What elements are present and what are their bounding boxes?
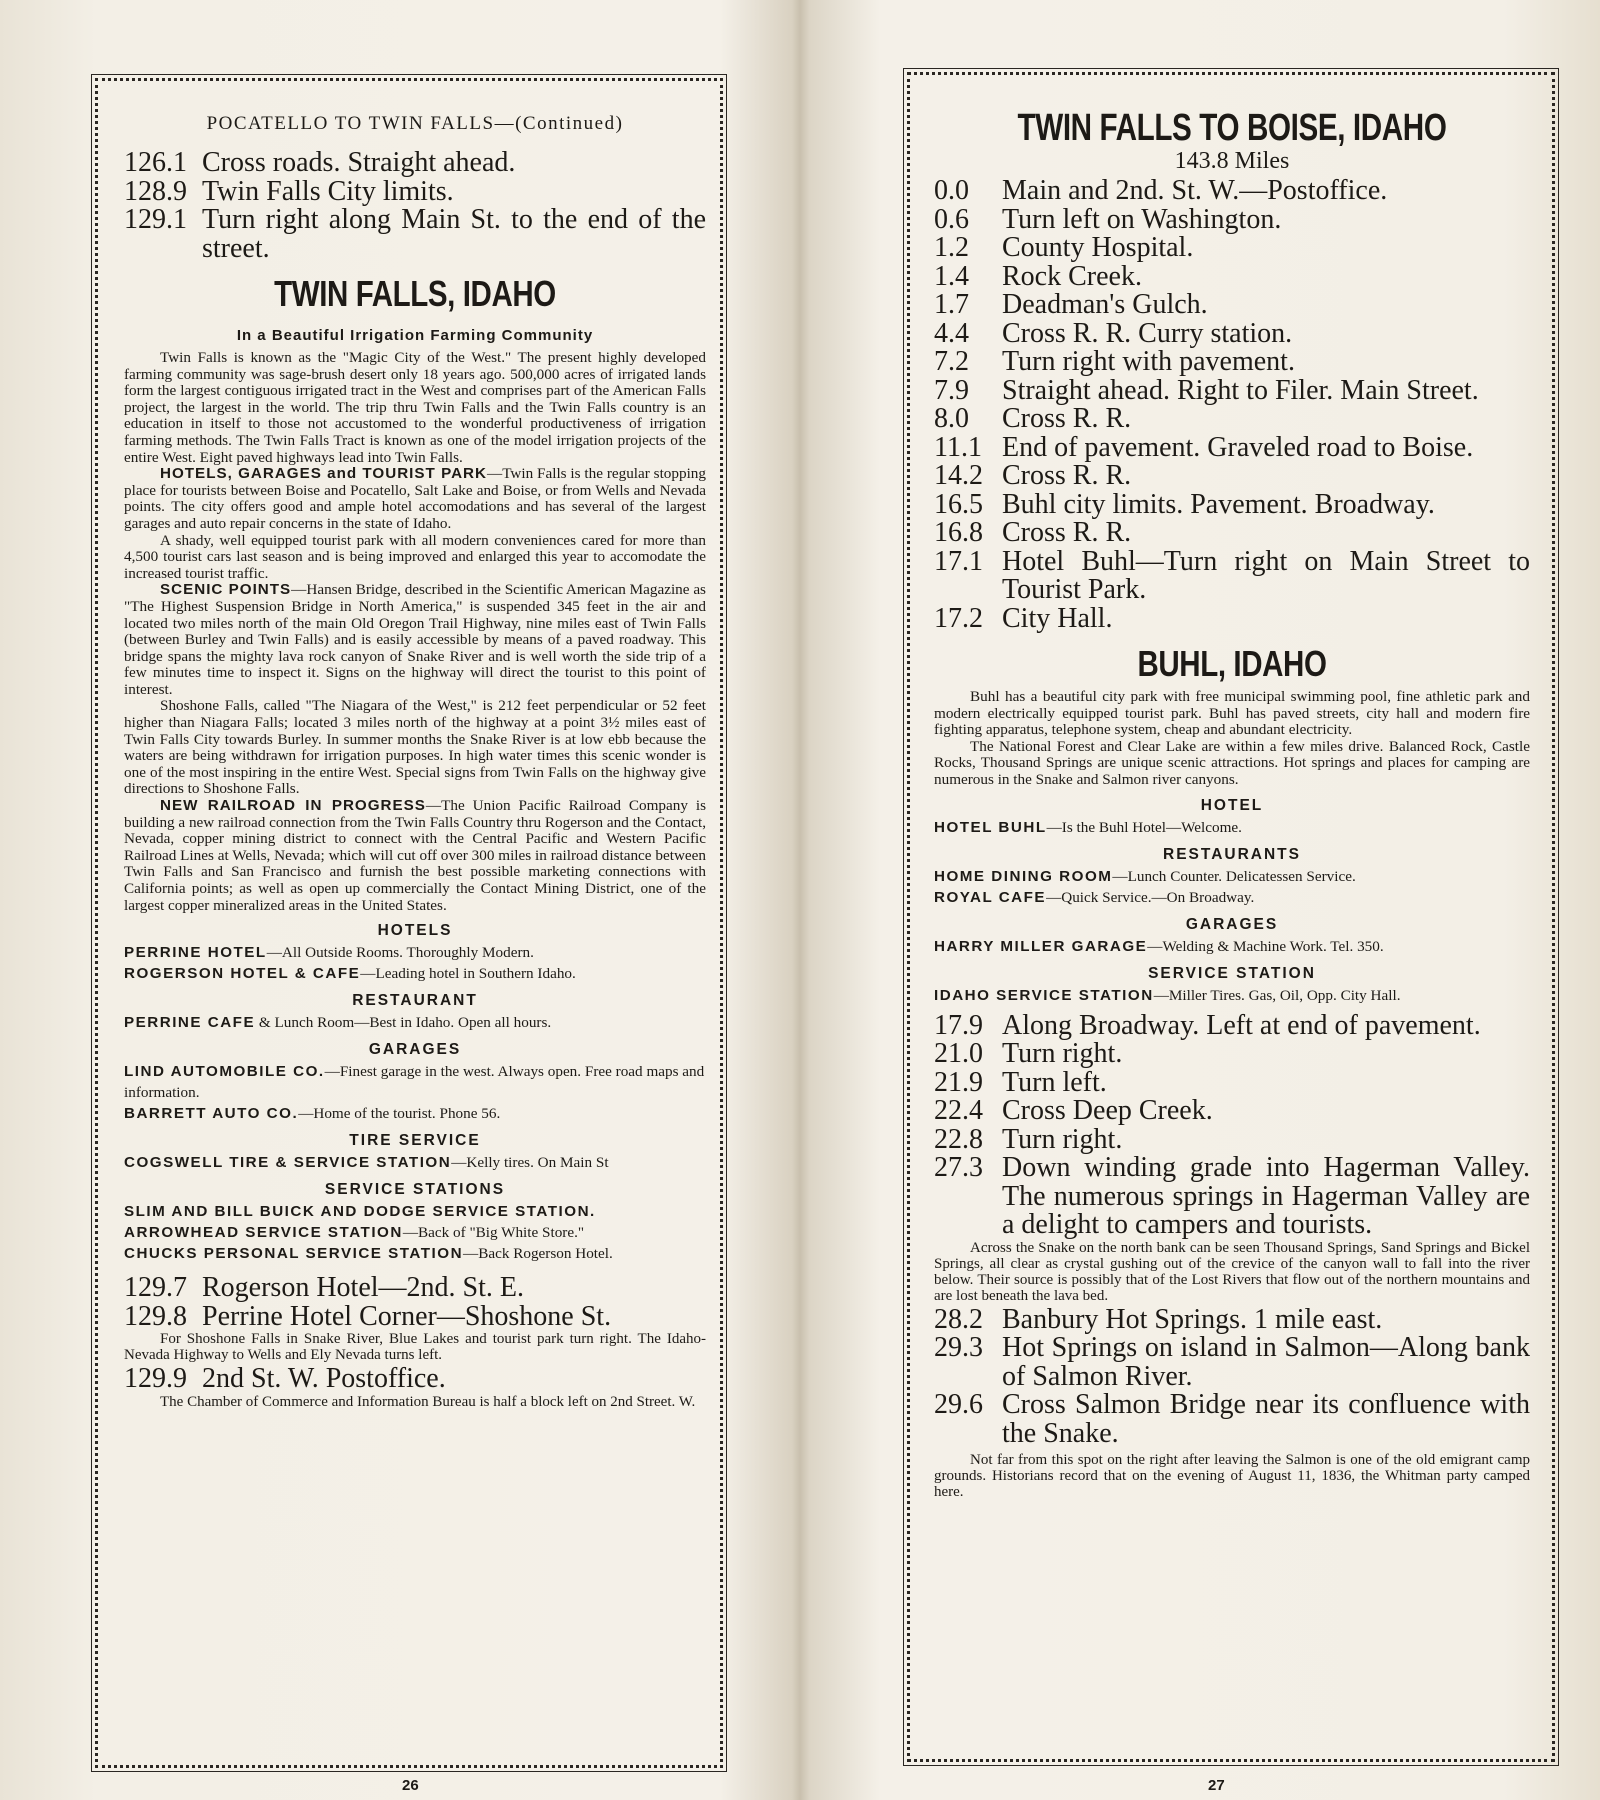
paragraph-text: Shoshone Falls, called "The Niagara of the West," is 212 feet perpendicular or 52 feet higher than Niagara Falls; located 3 miles north of the highway at a point 3½ miles east of Twin Falls City towards Burley. In summer months the Snake River is at low ebb because the waters are being withdrawn for irrigation purposes. In high water times this scenic wonder is one of the most inspiring in the entire West. Special signs from Twin Falls on the highway give directions to Shoshone Falls.: [124, 697, 706, 798]
route-direction: Turn left on Washington.: [1002, 203, 1282, 235]
route-mileage: 22.8: [934, 1123, 983, 1155]
paragraph-text: —The Union Pacific Railroad Company is building a new railroad connection from the Twin Falls Country thru Rogerson and the Contact, Nevada, copper mining district to connect with the Central Pacific and Western Pacific Railroad Lines at Wells, Nevada; which will cut off over 300 miles in railroad distance between Twin Falls and San Francisco and furnish the best possible marketing connections with California points; as well as open up commercially the Contact Mining District, one of the largest copper mineralized areas in the United States.: [124, 797, 706, 914]
business-name: HOME DINING ROOM: [934, 867, 1113, 885]
paragraph: [124, 533, 706, 583]
route-direction: County Hospital.: [1002, 232, 1194, 263]
route-mileage: 29.6: [934, 1389, 983, 1421]
route-mileage: 14.2: [934, 460, 983, 491]
route-direction: Cross Salmon Bridge near its confluence with the Snake.: [1002, 1389, 1530, 1449]
route-note-item: [124, 1394, 706, 1410]
paragraph-text: —Twin Falls is the regular stopping place for tourists between Boise and Pocatello, Salt Lake and Boise, or from Wells and Nevada points. The city offers good and ample hotel accomodations and has several of the largest garages and auto repair concerns in the state of Idaho.: [124, 465, 706, 532]
business-name: LIND AUTOMOBILE CO.: [124, 1063, 325, 1081]
route-mileage: 16.5: [934, 488, 983, 520]
directory-heading: GARAGES: [368, 1041, 462, 1059]
route-step: [124, 149, 706, 178]
left-page-content: [98, 81, 720, 1765]
route-mileage: 1.7: [934, 289, 969, 320]
route-mileage: 129.7: [124, 1272, 187, 1304]
route-step: [934, 602, 1530, 634]
paragraph: [124, 698, 706, 798]
route-step: [934, 177, 1530, 206]
paragraph: [124, 798, 706, 914]
route-mileage: 27.3: [934, 1152, 983, 1184]
city-description: [124, 350, 706, 914]
business-description: —Kelly tires. On Main St: [451, 1154, 609, 1172]
route-list-bottom: [934, 1303, 1530, 1449]
route-note: Not far from this spot on the right after leaving the Salmon is one of the old emigrant camp grounds. Historians record that on the evening of August 11, 1836, the Whitman party camped here.: [934, 1452, 1530, 1501]
route-direction: Perrine Hotel Corner—Shoshone St.: [202, 1300, 612, 1332]
route-step: [934, 1303, 1530, 1335]
route-mileage: 22.4: [934, 1095, 983, 1127]
business-description: —Welding & Machine Work. Tel. 350.: [1147, 937, 1384, 955]
directory-entry: [124, 1222, 706, 1243]
directory-entry: [934, 985, 1530, 1006]
route-note-item: [124, 1331, 706, 1363]
business-description: —Miller Tires. Gas, Oil, Opp. City Hall.: [1153, 986, 1401, 1004]
route-step: [934, 260, 1530, 292]
route-step: [934, 1066, 1530, 1098]
business-name: PERRINE HOTEL: [124, 944, 267, 962]
business-description: —Is the Buhl Hotel—Welcome.: [1046, 818, 1242, 836]
route-step: [934, 1040, 1530, 1069]
paragraph: [124, 582, 706, 698]
paragraph-text: —Hansen Bridge, described in the Scientific American Magazine as "The Highest Suspension Bridge in North America," is suspended 345 feet in the air and located two miles north of the main Old Oregon Trail Highway, nine miles east of Twin Falls (between Burley and Twin Falls) and is easily accessible by means of a paved roadway. This bridge spans the mighty lava rock canyon of Snake River and is well worth the side trip of a few minutes time to inspect it. Signs on the highway will direct the tourist to this point of interest.: [124, 581, 706, 698]
directory-entry: [124, 942, 706, 963]
city-title: TWIN FALLS, IDAHO: [274, 273, 556, 314]
route-step: [934, 374, 1530, 406]
route-list-top: [124, 149, 706, 263]
business-name: ROYAL CAFE: [934, 888, 1047, 906]
route-mileage: 128.9: [124, 175, 187, 207]
route-direction: Cross R. R.: [1002, 517, 1132, 548]
directory-entry: [934, 887, 1530, 908]
directory-heading: TIRE SERVICE: [349, 1132, 481, 1150]
directory-entry: [124, 1201, 706, 1222]
route-step: [934, 1123, 1530, 1155]
route-step: [934, 317, 1530, 349]
page-number: 26: [402, 1777, 419, 1794]
route-step: [124, 1300, 706, 1332]
route-direction: Cross Deep Creek.: [1002, 1095, 1213, 1127]
route-list-bottom: [124, 1274, 706, 1410]
business-directory: [124, 922, 706, 1264]
route-mileage: 28.2: [934, 1303, 983, 1335]
route-step: [934, 462, 1530, 491]
business-description: & Lunch Room—Best in Idaho. Open all hours.: [255, 1014, 552, 1032]
route-direction: Cross R. R. Curry station.: [1002, 317, 1293, 349]
route-note: For Shoshone Falls in Snake River, Blue Lakes and tourist park turn right. The Idaho-Nevada Highway to Wells and Ely Nevada turns left.: [124, 1331, 706, 1364]
route-mileage: 1.2: [934, 232, 969, 263]
route-mileage: 29.3: [934, 1332, 983, 1364]
route-direction: City Hall.: [1002, 602, 1113, 634]
route-mileage: 129.1: [124, 204, 187, 235]
directory-heading: SERVICE STATIONS: [324, 1181, 506, 1199]
route-mileage: 21.0: [934, 1038, 983, 1070]
route-step: [124, 175, 706, 207]
route-direction: Straight ahead. Right to Filer. Main Street.: [1002, 374, 1479, 406]
business-description: —Home of the tourist. Phone 56.: [298, 1105, 501, 1123]
business-name: CHUCKS PERSONAL SERVICE STATION: [124, 1245, 464, 1263]
city-title: BUHL, IDAHO: [1137, 643, 1327, 684]
business-description: —All Outside Rooms. Thoroughly Modern.: [266, 944, 534, 962]
city-subtitle: In a Beautiful Irrigation Farming Community: [236, 327, 594, 344]
business-description: —Lunch Counter. Delicatessen Service.: [1112, 867, 1356, 885]
route-mileage: 17.9: [934, 1009, 983, 1041]
route-mileage: 129.8: [124, 1300, 187, 1332]
route-mileage: 17.1: [934, 545, 983, 577]
directory-heading: SERVICE STATION: [1148, 964, 1316, 982]
route-direction: Twin Falls City limits.: [202, 175, 454, 207]
business-description: —Back Rogerson Hotel.: [463, 1245, 613, 1263]
paragraph-heading: SCENIC POINTS: [160, 581, 292, 599]
directory-entry: [124, 1243, 706, 1264]
route-direction: Main and 2nd. St. W.—Postoffice.: [1002, 175, 1388, 206]
route-mileage: 4.4: [934, 317, 969, 349]
route-distance: 143.8 Miles: [1174, 148, 1290, 174]
route-mileage: 129.9: [124, 1363, 187, 1395]
directory-heading: HOTELS: [377, 922, 453, 940]
directory-entry: [124, 1061, 706, 1103]
paragraph-text: A shady, well equipped tourist park with all modern conveniences cared for more than 4,500 tourist cars last season and is being improved and enlarged this year to accomodate the increased tourist traffic.: [124, 531, 706, 582]
paragraph-text: Twin Falls is known as the "Magic City of the West." The present highly developed farming community was sage-brush desert only 18 years ago. 500,000 acres of irrigated lands form the largest contiguous irrigated tract in the West and comprises part of the American Falls project, the largest in the world. The trip thru Twin Falls and the Twin Falls country is an education in itself to those not accustomed to the wonderful productiveness of irrigation farming methods. The Twin Falls Tract is known as one of the model irrigation projects of the entire West. Eight paved highways lead into Twin Falls.: [124, 349, 706, 466]
directory-heading: RESTAURANT: [352, 992, 478, 1010]
paragraph: [124, 466, 706, 532]
business-name: ROGERSON HOTEL & CAFE: [124, 965, 361, 983]
route-title: TWIN FALLS TO BOISE, IDAHO: [1017, 107, 1447, 149]
paragraph-heading: HOTELS, GARAGES and TOURIST PARK: [160, 465, 487, 483]
business-name: HARRY MILLER GARAGE: [934, 937, 1148, 955]
route-direction: Down winding grade into Hagerman Valley. The numerous springs in Hagerman Valley are a delight to campers and tourists.: [1002, 1152, 1530, 1241]
directory-entry: [124, 1152, 706, 1173]
route-direction: End of pavement. Graveled road to Boise.: [1002, 431, 1474, 463]
paragraph-heading: NEW RAILROAD IN PROGRESS: [160, 797, 426, 815]
directory-entry: [124, 1012, 706, 1033]
route-step: [934, 203, 1530, 235]
paragraph: [124, 350, 706, 466]
business-name: PERRINE CAFE: [124, 1014, 256, 1032]
route-direction: Deadman's Gulch.: [1002, 289, 1208, 320]
business-description: —Finest garage in the west. Always open. Free road maps and information.: [124, 1063, 705, 1102]
route-mileage: 126.1: [124, 147, 187, 178]
business-name: ARROWHEAD SERVICE STATION: [124, 1224, 403, 1242]
directory-heading: HOTEL: [1200, 796, 1264, 814]
running-head: POCATELLO TO TWIN FALLS—(Continued): [206, 113, 624, 134]
route-direction: Along Broadway. Left at end of pavement.: [1002, 1009, 1481, 1041]
route-step: [934, 431, 1530, 463]
route-step: [934, 348, 1530, 377]
directory-entry: [934, 866, 1530, 887]
route-note: The Chamber of Commerce and Information Bureau is half a block left on 2nd Street. W.: [160, 1393, 696, 1410]
route-direction: Buhl city limits. Pavement. Broadway.: [1002, 488, 1435, 520]
city-description: [934, 689, 1530, 789]
route-step: [124, 1274, 706, 1303]
right-page: [800, 0, 1600, 1800]
directory-heading: RESTAURANTS: [1163, 845, 1301, 863]
route-mileage: 0.0: [934, 175, 969, 206]
route-mileage: 1.4: [934, 260, 969, 292]
route-direction: Cross roads. Straight ahead.: [202, 147, 516, 178]
route-step: [934, 1097, 1530, 1126]
business-directory: [934, 797, 1530, 1006]
left-page-border: [95, 78, 723, 1768]
route-direction: 2nd St. W. Postoffice.: [202, 1363, 446, 1395]
route-mileage: 16.8: [934, 517, 983, 548]
route-step: [934, 545, 1530, 605]
route-step: [934, 1009, 1530, 1041]
route-step: [934, 519, 1530, 548]
route-step: [124, 206, 706, 263]
business-name: HOTEL BUHL: [934, 818, 1047, 836]
route-mileage: 7.9: [934, 374, 969, 406]
business-name: IDAHO SERVICE STATION: [934, 986, 1154, 1004]
route-direction: Cross R. R.: [1002, 403, 1132, 434]
business-description: —Leading hotel in Southern Idaho.: [360, 965, 576, 983]
route-mileage: 0.6: [934, 203, 969, 235]
route-direction: Hotel Buhl—Turn right on Main Street to Tourist Park.: [1002, 545, 1530, 605]
route-step: [934, 1391, 1530, 1448]
route-direction: Cross R. R.: [1002, 460, 1132, 491]
route-direction: Banbury Hot Springs. 1 mile east.: [1002, 1303, 1383, 1335]
business-name: BARRETT AUTO CO.: [124, 1105, 299, 1123]
route-mileage: 17.2: [934, 602, 983, 634]
right-page-border: [907, 72, 1555, 1762]
route-direction: Rock Creek.: [1002, 260, 1142, 292]
route-step: [934, 405, 1530, 434]
route-list-top: [934, 177, 1530, 633]
route-list-middle: [934, 1009, 1530, 1241]
business-description: —Quick Service.—On Broadway.: [1046, 888, 1255, 906]
directory-entry: [124, 1103, 706, 1124]
route-note: Across the Snake on the north bank can be seen Thousand Springs, Sand Springs and Bickel Springs, all clear as crystal gushing out of the crevice of the canyon wall to fall into the river below. Their source is possibly that of the Lost Rivers that flow out of the northern mountains and are lost beneath the lava bed.: [934, 1239, 1530, 1304]
route-direction: Turn right with pavement.: [1002, 346, 1295, 377]
page-number: 27: [1208, 1777, 1225, 1794]
route-step: [934, 488, 1530, 520]
business-name: SLIM AND BILL BUICK AND DODGE SERVICE STATION.: [124, 1203, 596, 1221]
directory-entry: [124, 963, 706, 984]
route-direction: Rogerson Hotel—2nd. St. E.: [202, 1272, 524, 1304]
directory-entry: [934, 936, 1530, 957]
business-name: COGSWELL TIRE & SERVICE STATION: [124, 1154, 452, 1172]
route-direction: Turn right.: [1002, 1038, 1123, 1070]
route-mileage: 11.1: [934, 431, 982, 463]
route-step: [934, 291, 1530, 320]
business-description: —Back of "Big White Store.": [402, 1224, 585, 1242]
paragraph: The National Forest and Clear Lake are within a few miles drive. Balanced Rock, Castle Rocks, Thousand Springs are unique scenic attractions. Hot springs and places for camping are numerous in the Snake and Salmon river canyons.: [934, 737, 1530, 788]
route-step: [934, 234, 1530, 263]
route-direction: Turn left.: [1002, 1066, 1107, 1098]
route-direction: Turn right.: [1002, 1123, 1123, 1155]
route-mileage: 21.9: [934, 1066, 983, 1098]
directory-entry: [934, 817, 1530, 838]
route-mileage: 8.0: [934, 403, 969, 434]
route-step: [124, 1365, 706, 1394]
route-direction: Hot Springs on island in Salmon—Along bank of Salmon River.: [1002, 1332, 1530, 1392]
paragraph: Buhl has a beautiful city park with free municipal swimming pool, fine athletic park and modern electrically equipped tourist park. Buhl has paved streets, city hall and modern fire fighting apparatus, telephone system, cheap and abundant electricity.: [934, 688, 1530, 739]
route-step: [934, 1334, 1530, 1391]
route-step: [934, 1154, 1530, 1240]
right-page-content: [910, 75, 1552, 1759]
route-direction: Turn right along Main St. to the end of the street.: [202, 204, 706, 264]
route-mileage: 7.2: [934, 346, 969, 377]
directory-heading: GARAGES: [1185, 915, 1279, 933]
